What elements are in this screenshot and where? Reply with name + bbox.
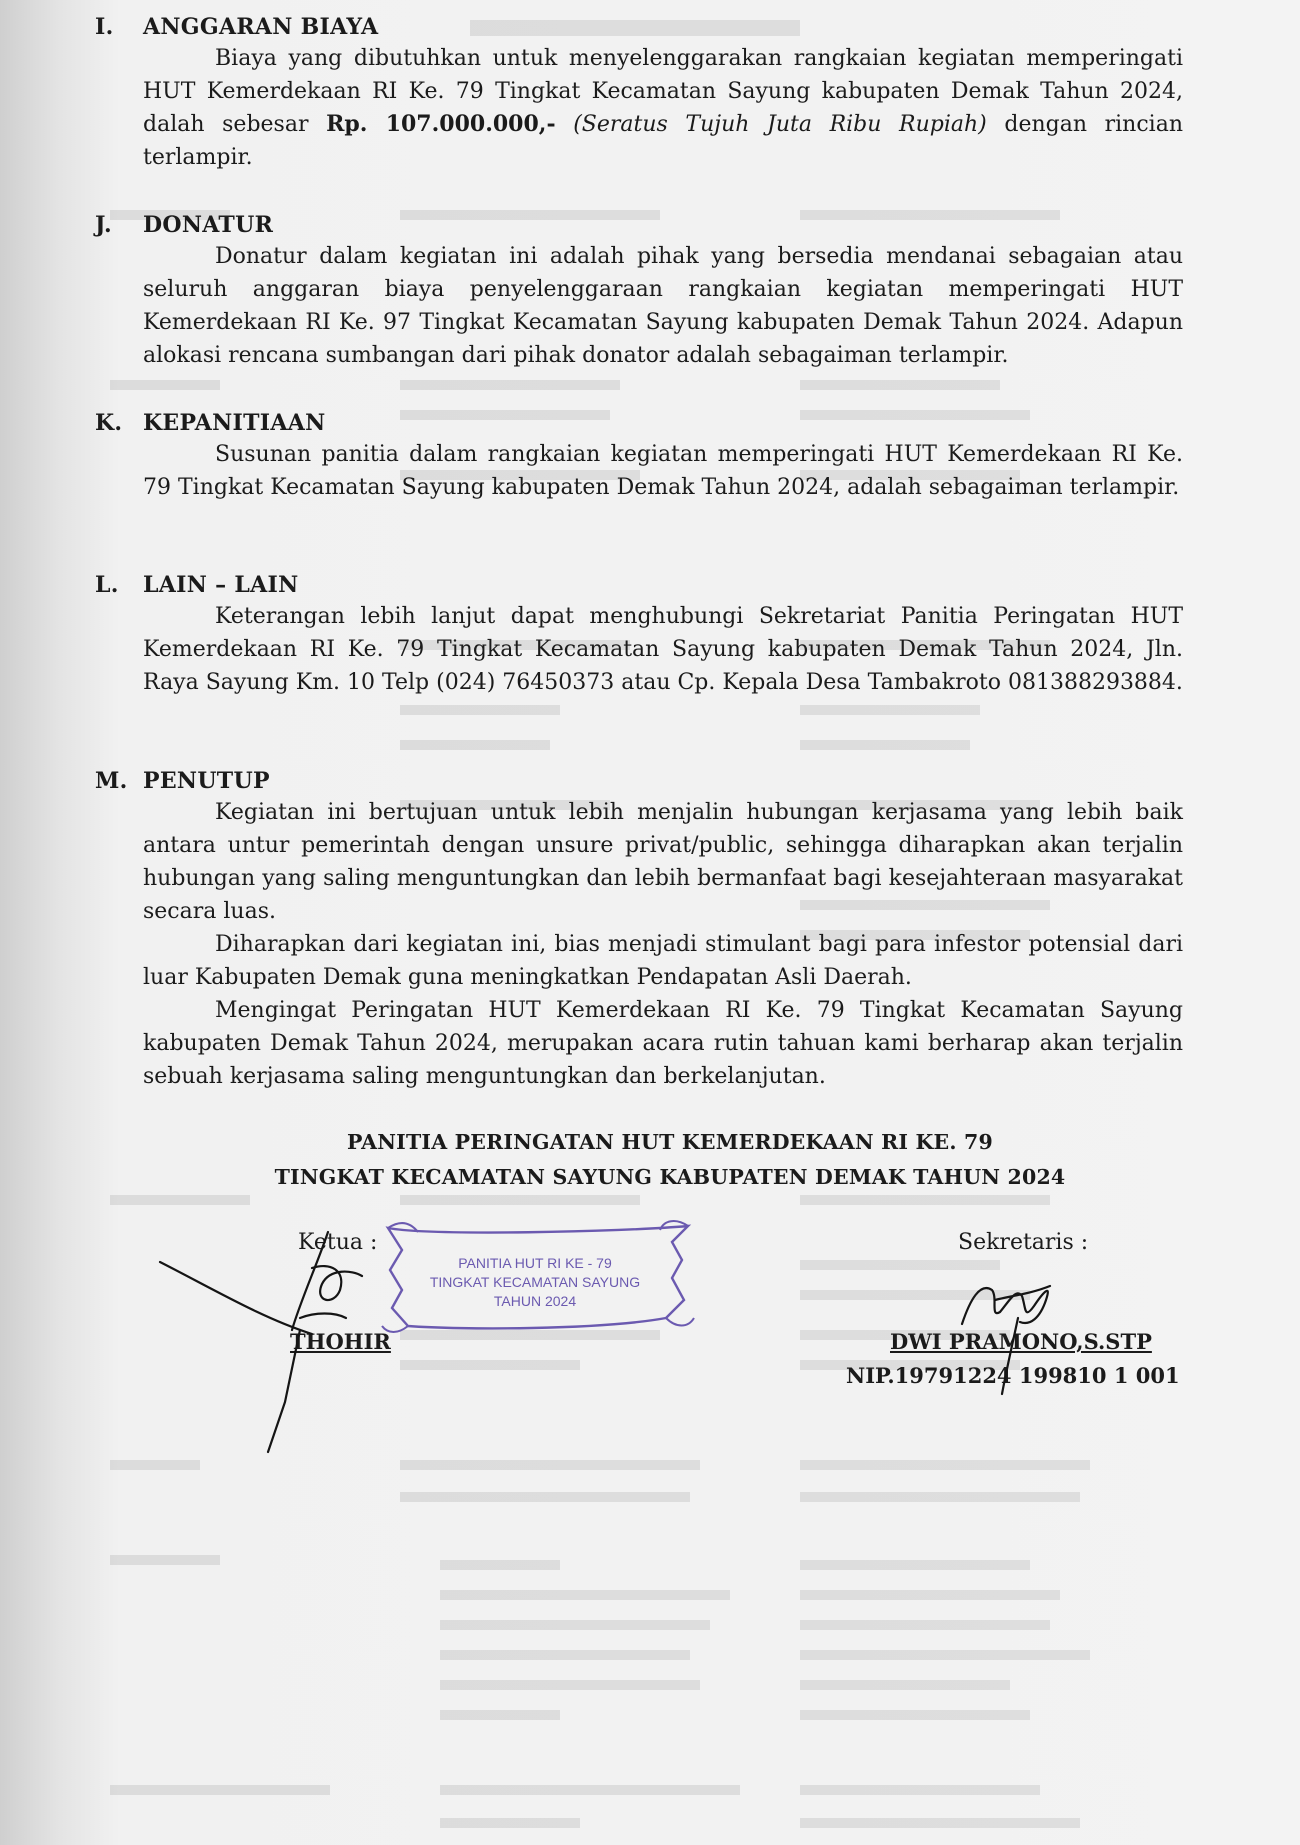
- chair-signature-stroke: [268, 1330, 300, 1452]
- stamp-line-2: TINGKAT KECAMATAN SAYUNG: [429, 1274, 641, 1290]
- section-paragraph: Diharapkan dari kegiatan ini, bias menjadi stimulant bagi para infestor potensial dari luar Kabupaten Demak guna meningkatkan Pendapatan Asli Daerah.: [143, 932, 1183, 990]
- chair-signature-stroke: [312, 1266, 362, 1300]
- section-title: ANGGARAN BIAYA: [143, 14, 379, 40]
- section-letter: K.: [95, 410, 123, 436]
- secretary-label: Sekretaris :: [958, 1230, 1089, 1255]
- chair-name: THOHIR: [290, 1329, 391, 1354]
- chair-signature-stroke: [300, 1314, 346, 1319]
- section-paragraph: Mengingat Peringatan HUT Kemerdekaan RI Ke. 79 Tingkat Kecamatan Sayung kabupaten Demak Tahun 2024, merupakan acara rutin tahuan kami berharap akan terjalin sebuah kerjasama saling menguntungkan dan berkelanjutan.: [143, 998, 1183, 1089]
- chair-label: Ketua :: [298, 1230, 378, 1255]
- secretary-signature-stroke: [962, 1288, 1048, 1324]
- secretary-nip: NIP.19791224 199810 1 001: [846, 1363, 1180, 1388]
- secretary-name: DWI PRAMONO,S.STP: [890, 1329, 1152, 1354]
- section-paragraph: Susunan panitia dalam rangkaian kegiatan memperingati HUT Kemerdekaan RI Ke. 79 Tingkat Kecamatan Sayung kabupaten Demak Tahun 2024, adalah sebagaiman terlampir.: [143, 442, 1183, 500]
- section-letter: M.: [95, 768, 128, 794]
- section-title: KEPANITIAAN: [143, 410, 326, 436]
- closing-line-2: TINGKAT KECAMATAN SAYUNG KABUPATEN DEMAK TAHUN 2024: [274, 1165, 1066, 1189]
- chair-signature-stroke: [160, 1262, 312, 1334]
- closing-line-1: PANITIA PERINGATAN HUT KEMERDEKAAN RI KE. 79: [347, 1130, 993, 1154]
- budget-amount: Rp. 107.000.000,-: [326, 111, 556, 137]
- section-title: PENUTUP: [143, 768, 270, 794]
- section-paragraph: Donatur dalam kegiatan ini adalah pihak yang bersedia mendanai sebagaian atau seluruh anggaran biaya penyelenggaraan rangkaian kegiatan memperingati HUT Kemerdekaan RI Ke. 97 Tingkat Kecamatan Sayung kabupaten Demak Tahun 2024. Adapun alokasi rencana sumbangan dari pihak donator adalah sebagaiman terlampir.: [143, 244, 1183, 368]
- paragraph-text: dengan rincian terlampir.: [143, 112, 1183, 170]
- section-paragraph: Keterangan lebih lanjut dapat menghubungi Sekretariat Panitia Peringatan HUT Kemerdekaan RI Ke. 79 Tingkat Kecamatan Sayung kabupaten Demak Tahun 2024, Jln. Raya Sayung Km. 10 Telp (024) 76450373 atau Cp. Kepala Desa Tambakroto 081388293884.: [143, 604, 1183, 695]
- section-letter: L.: [95, 572, 119, 598]
- paragraph-text: Biaya yang dibutuhkan untuk menyelenggarakan rangkaian kegiatan memperingati HUT Kemerdekaan RI Ke. 79 Tingkat Kecamatan Sayung kabupaten Demak Tahun 2024, dalah sebesar: [143, 46, 1183, 137]
- stamp-line-1: PANITIA HUT RI KE - 79: [458, 1255, 612, 1271]
- stamp-line-3: TAHUN 2024: [493, 1293, 577, 1309]
- section-title: DONATUR: [143, 212, 274, 238]
- section-letter: I.: [95, 14, 114, 40]
- budget-amount-words: (Seratus Tujuh Juta Ribu Rupiah): [555, 112, 987, 137]
- section-paragraph: Kegiatan ini bertujuan untuk lebih menjalin hubungan kerjasama yang lebih baik antara untur pemerintah dengan unsure privat/public, sehingga diharapkan akan terjalin hubungan yang saling menguntungkan dan lebih bermanfaat bagi kesejahteraan masyarakat secara luas.: [143, 800, 1183, 924]
- secretary-signature-stroke: [1002, 1318, 1018, 1394]
- section-title: LAIN – LAIN: [143, 572, 299, 598]
- section-letter: J.: [95, 212, 112, 238]
